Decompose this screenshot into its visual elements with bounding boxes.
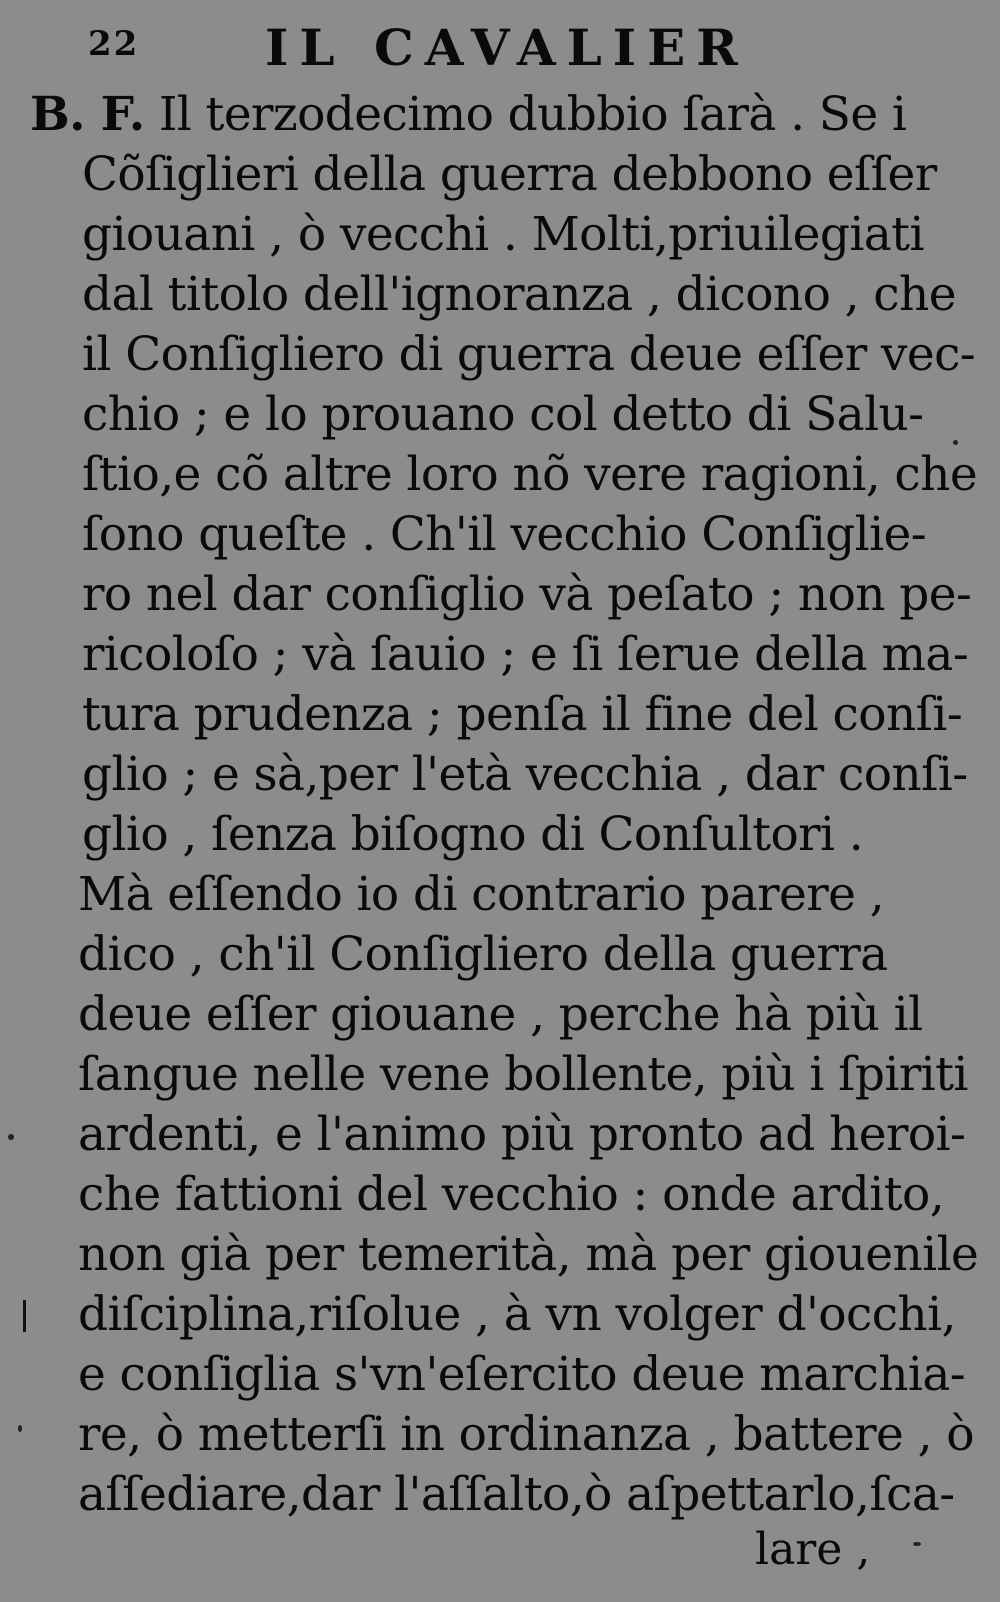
ink-speck [953,440,958,445]
text-line-24: aſſediare,dar l'aſſalto,ò aſpettarlo,ſca- [78,1467,955,1522]
text-line-23: re, ò metterſi in ordinanza , battere , ò [78,1407,974,1462]
text-line-22: e conſiglia s'vn'eſercito deue marchia- [78,1347,966,1402]
text-line-1 [30,85,906,145]
margin-mark [23,1300,26,1332]
text-line-15: dico , ch'il Conſigliero della guerra [78,927,888,982]
text-line-18: ardenti, e l'animo più pronto ad heroi- [78,1107,966,1162]
line-text: Il terzodecimo dubbio ſarà . Se i [158,87,907,142]
catchword: lare , [755,1524,871,1575]
text-line-5: il Conſigliero di guerra deue eſſer vec- [82,327,976,382]
text-line-21: diſciplina,riſolue , à vn volger d'occhi, [78,1287,956,1342]
text-line-3: giouani , ò vecchi . Molti,priuilegiati [82,207,924,262]
text-line-11: tura prudenza ; penſa il fine del conſi- [82,687,963,742]
page-number: 22 [88,24,140,64]
text-line-2: Cõſiglieri della guerra debbono eſſer [82,147,937,202]
ink-speck [18,1425,22,1432]
text-line-13: glio , ſenza biſogno di Conſultori . [82,807,864,862]
text-line-9: ro nel dar conſiglio và peſato ; non pe- [82,567,972,622]
ink-speck [8,1134,14,1140]
text-line-17: ſangue nelle vene bollente, più i ſpiriti [78,1047,968,1102]
text-line-8: ſono queſte . Ch'il vecchio Conſiglie- [82,507,926,562]
running-head: IL CAVALIER [265,18,749,77]
text-line-12: glio ; e sà,per l'età vecchia , dar conſi- [82,747,968,802]
text-line-6: chio ; e lo prouano col detto di Salu- [82,387,924,442]
text-line-19: che fattioni del vecchio : onde ardito, [78,1167,945,1222]
text-line-7: ſtio,e cõ altre loro nõ vere ragioni, che [82,447,978,502]
text-line-16: deue eſſer giouane , perche hà più il [78,987,923,1042]
text-line-14: Mà eſſendo io di contrario parere , [78,867,884,922]
text-line-4: dal titolo dell'ignoranza , dicono , che [82,267,956,322]
page-header [80,18,940,88]
text-line-10: ricoloſo ; và ſauio ; e ſi ſerue della ma- [82,627,969,682]
text-line-20: non già per temerità, mà per giouenile [78,1227,979,1282]
speaker-label: B. F. [30,87,145,142]
ink-speck [913,1542,921,1546]
